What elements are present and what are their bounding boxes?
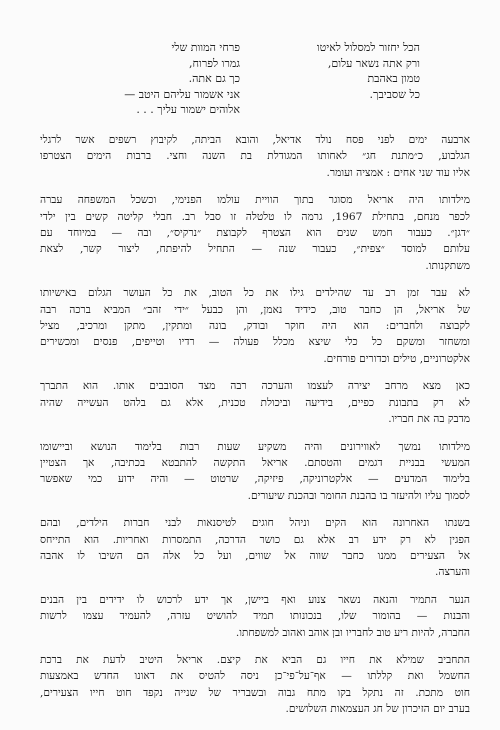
text-line: של אריאל, הן כחבר טוב, כידיד נאמן, והן כבעל ״ידי זהב״ המביא ברכה רבה <box>40 303 470 316</box>
paragraph <box>40 592 470 641</box>
poem-line: גמרו לפרוח, <box>189 56 240 70</box>
text-line: אליו עוד שני אחים : אמציה ועומר. <box>326 166 470 179</box>
text-line: חוט מתכת. זה נתקל בקו מתח גבוה ובשבריר של שנייה נקפד חוט חייו הצעירים, <box>40 686 470 699</box>
poem-stanza-left <box>90 40 240 120</box>
poem-line: כך גם אתה. <box>188 72 240 86</box>
poem <box>90 40 420 120</box>
poem-line: טמון באהבת <box>367 72 420 86</box>
poem-line: כל שסביבך. <box>369 87 420 101</box>
text-line: בערב יום הזיכרון של חג העצמאות השלושים. <box>285 703 470 716</box>
poem-line: פרחי המוות שלי <box>171 41 240 54</box>
text-line: ״דגן״. כעבור חמש שנים הוא הצטרף לקבוצת ״נרקיס״, ובה — במיוחד עם <box>40 227 470 240</box>
text-line: החשמל ואת קללתו — אף־על־פי־כן ניסה להטיס את דאונו החדש באמצעות <box>40 670 470 683</box>
text-line: והבנות — בהומור שלו, בנכונותו תמיד להושיט עזרה, להעמיד עצמו לרשות <box>40 610 470 623</box>
poem-line: הכל יחזור למסלול לאיטו <box>316 41 420 54</box>
paragraph <box>40 132 470 181</box>
text-line: משתקנותו. <box>425 259 470 272</box>
text-line: אל הצעירים ממנו כחבר שווה אל שווים, ועל כל אלה הם השיבו לו אהבה <box>40 549 470 562</box>
paragraph <box>40 378 470 427</box>
text-line: אלקטרוניים, טילים וכדורים פורחים. <box>323 352 470 365</box>
text-line: לקבוצה ולחברים: הוא היה חוקר ובודק, בונה ומתקין, מתקן ומרכיב, מציל <box>40 320 470 333</box>
text-line: הנער התמיר והנאה נשאר צנוע ואף ביישן, אך ידע לרכוש לו ידידים בין הבנים <box>40 593 470 606</box>
text-line: התחביב שמילא את חייו גם הביא את קיצם. אריאל היטיב לדעת את ברכת <box>40 653 470 666</box>
text-line: בשנתו האחרונה הוא הקים וניהל חוגים לטיסנאות לבני חברות הילדים, ובהם <box>40 517 470 530</box>
paragraph <box>40 285 470 367</box>
paragraph <box>40 652 470 718</box>
poem-stanza-right <box>255 40 420 120</box>
text-line: מילדותו נמשך לאווירונים והיה משקיע שעות רבות בלימוד הנושא וביישומו <box>40 440 470 453</box>
text-line: כאן מצא מרחב יצירה לעצמו והערכה רבה מצד הסובבים אותו. הוא התברך <box>40 380 470 393</box>
text-line: והערצה. <box>434 566 470 579</box>
text-line: החברה, להיות ריע טוב לחבריו ובן אוהב ואהוב למשפחתו. <box>235 626 470 639</box>
text-line: לא רק בתבונת כפיים, בידיעה וביכולת טכנית, אלא גם בלהט העשייה שהיה <box>40 396 470 409</box>
text-line: לסמוך עליו ולהיעזר בו בהבנת החומר ובהכנת שיעורים. <box>247 489 470 502</box>
text-line: ארבעה ימים לפני פסח נולד אדיאל, והובא הביתה, לקיבוץ רשפים אשר לרגלי <box>40 134 470 146</box>
text-line: מילדותו היה אריאל מסוגר בתוך הוויית עולמו הפנימי, וכשכל המשפחה עברה <box>40 194 470 207</box>
paragraph <box>40 192 470 274</box>
paragraph <box>40 439 470 505</box>
text-line: עלותם למוסד ״צפית״, כעבור שנה — התחיל להיפתח, ליצור קשר, לצאת <box>40 243 470 256</box>
paragraph <box>40 515 470 581</box>
poem-line: אני אשמור עליהם היטב — <box>124 87 240 101</box>
poem-line: ורק אתה נשאר עלום, <box>327 56 420 70</box>
text-line: לא עבר זמן רב עד שהילדים גילו את כל הטוב, את כל העושר הגלום באישיותו <box>40 287 470 300</box>
text-line: הגלבוע, כ״מתנת חג״ לאחותו המגודלת בת השנה וחצי. ברבות הימים הצטרפו <box>40 150 470 163</box>
text-line: המעשי בבניית דגמים והטסתם. אריאל התקשה להתבטא בכתיבה, אך הצטיין <box>40 456 470 469</box>
text-line: מדבק בה את חבריו. <box>388 413 470 426</box>
text-line: ומשחזר ומשקם כל כלי שיצא מכלל פעולה — רדיו וטייפים, פנסים ומכשירים <box>40 336 470 349</box>
biography-text <box>40 132 470 729</box>
text-line: בלימוד המדעים — אלקטרוניקה, פיזיקה, שרטוט — והיה ידוע כמי שאפשר <box>40 473 470 486</box>
text-line: לכפר מנחם, בתחילת 1967, גרמה לו טלטלה זו סבל רב. חבלי קליטה קשים בין ילדי <box>40 210 470 223</box>
text-line: הפגין לא רק ידע רב אלא גם כושר הדרכה, התמסרות ואחריות. הוא התייחס <box>40 533 470 546</box>
poem-line: אלוהים ישמור עליך . . . <box>136 103 240 117</box>
